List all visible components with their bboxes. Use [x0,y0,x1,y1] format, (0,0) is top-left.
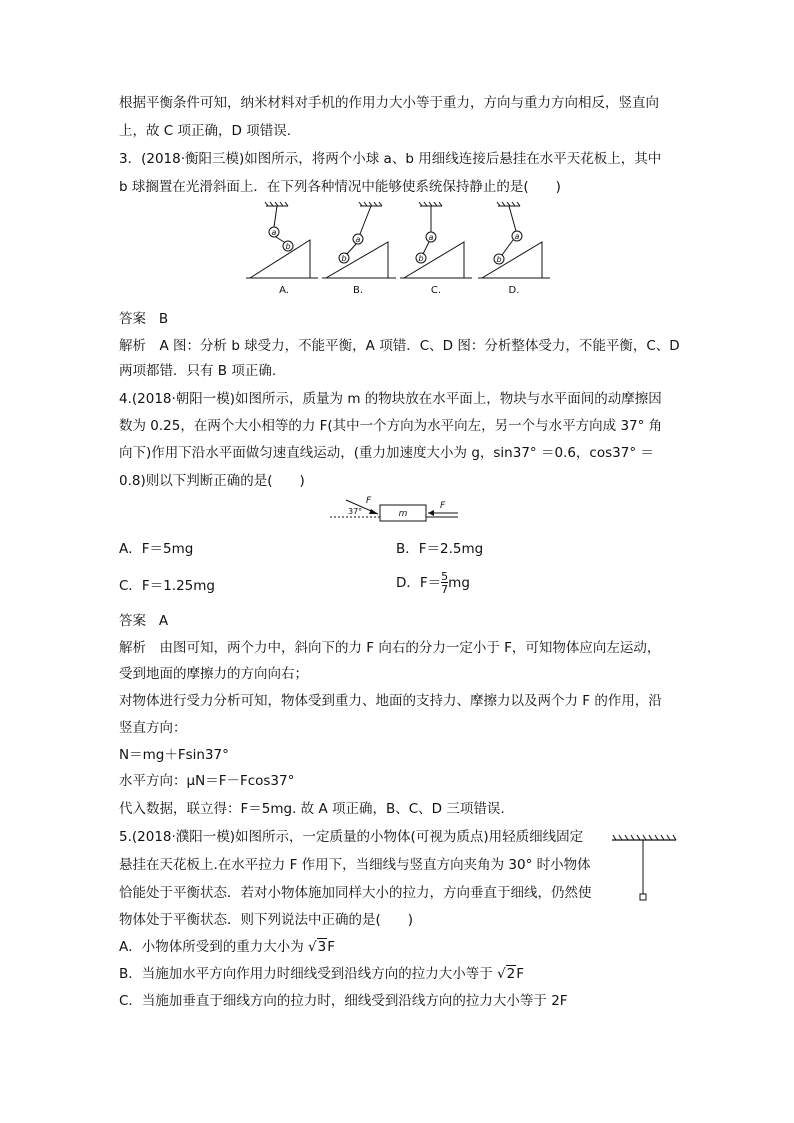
q5-stem-line-3: 恰能处于平衡状态．若对小物体施加同样大小的拉力，方向垂直于细线，仍然使 [119,885,592,901]
q4-option-d-prefix: D．F＝ [396,575,442,591]
answer-label: 答案 [119,311,146,327]
q4-stem-line-1: 4.(2018·朝阳一模)如图所示，质量为 m 的物块放在水平面上，物块与水平面间的动摩擦因 [119,391,662,407]
q4-option-a: A．F＝5mg [119,541,194,557]
q3-ball-a-label: a [271,228,277,237]
q4-option-d-numerator: 5 [441,570,449,583]
q3-stem-line-2: b 球搁置在光滑斜面上．在下列各种情况中能够使系统保持静止的是( ) [119,179,561,195]
q4-angle-label: 37° [348,507,363,516]
sqrt-symbol: √3 [308,939,327,955]
q4-option-b: B．F＝2.5mg [396,541,484,557]
q4-analysis-line-1: 解析 由图可知，两个力中，斜向下的力 F 向右的分力一定小于 F，可知物体应向左运动， [119,640,661,656]
q3-figure-c [400,202,472,278]
answer-label: 答案 [119,613,146,629]
q3-fig-label-c: C. [430,285,442,296]
q3-ball-a-label: a [514,232,520,241]
q4-analysis-line-7: 代入数据，联立得：F＝5mg. 故 A 项正确，B、C、D 三项错误. [119,801,505,817]
q4-option-d-suffix: mg [448,575,470,591]
q5-stem-line-4: 物体处于平衡状态．则下列说法中正确的是( ) [119,912,414,928]
q4-option-c: C．F＝1.25mg [119,578,215,594]
sqrt-symbol: √2 [497,966,516,982]
q3-ball-b-label: b [418,254,424,263]
q3-analysis-line-1: 解析 A 图：分析 b 球受力，不能平衡，A 项错．C、D 图：分析整体受力，不能平衡，C、D [119,338,680,354]
q4-stem-line-3: 向下)作用下沿水平面做匀速直线运动，(重力加速度大小为 g，sin37° ＝0.6，cos37° ＝ [119,445,654,461]
answer-value: B [158,311,169,327]
q3-figure-a [246,202,318,278]
q3-fig-label-b: B. [352,285,364,296]
q3-analysis-line-2: 两项都错．只有 B 项正确. [119,363,277,379]
q5-stem-line-2: 悬挂在天花板上.在水平拉力 F 作用下，当细线与竖直方向夹角为 30° 时小物体 [119,857,591,873]
q4-force-f-right: F [440,501,446,511]
q3-figure [240,200,560,296]
q5-option-b-suffix: F [516,966,525,982]
q5-figure [610,832,680,904]
q4-answer [119,612,168,630]
q4-analysis-line-5: N＝mg＋Fsin37° [119,747,229,763]
q3-ball-b-label: b [341,254,347,263]
q3-ball-b-label: b [285,242,291,251]
q3-ball-a-label: a [355,235,361,244]
q5-option-c: C．当施加垂直于细线方向的拉力时，细线受到沿线方向的拉力大小等于 2F [119,993,568,1009]
q4-analysis-line-6: 水平方向：μN＝F－Fcos37° [119,773,295,789]
intro-line-2: 上，故 C 项正确，D 项错误. [119,123,291,139]
q3-ball-b-label: b [496,255,502,264]
q3-fig-label-a: A. [279,285,289,296]
q5-option-b [119,965,524,983]
q3-stem-line-1: 3．(2018·衡阳三模)如图所示，将两个小球 a、b 用细线连接后悬挂在水平天花板上，其中 [119,151,662,167]
q4-force-f-left: F [366,496,372,506]
q5-option-a [119,938,335,956]
q5-option-a-radicand: 3 [317,939,327,955]
q4-option-d [396,571,470,595]
q3-ball-a-label: a [428,233,434,242]
q5-option-a-prefix: A．小物体所受到的重力大小为 [119,939,309,955]
q4-analysis-line-2: 受到地面的摩擦力的方向向右； [119,666,308,682]
q4-stem-line-2: 数为 0.25，在两个大小相等的力 F(其中一个方向为水平向左，另一个与水平方向成 37° 角 [119,418,663,434]
q5-stem-line-1: 5.(2018·濮阳一模)如图所示，一定质量的小物体(可视为质点)用轻质细线固定 [119,829,584,845]
q5-option-a-suffix: F [327,939,335,955]
q5-option-b-prefix: B．当施加水平方向作用力时细线受到沿线方向的拉力大小等于 [119,966,498,982]
q4-option-d-denominator: 7 [441,583,449,596]
q4-block-m: m [398,509,408,519]
intro-line-1: 根据平衡条件可知，纳米材料对手机的作用力大小等于重力，方向与重力方向相反，竖直向 [119,95,659,111]
q5-option-b-radicand: 2 [506,966,516,982]
answer-value: A [158,613,169,629]
q3-answer [119,310,168,328]
q4-analysis-line-3: 对物体进行受力分析可知，物体受到重力、地面的支持力、摩擦力以及两个力 F 的作用，沿 [119,693,662,709]
q3-fig-label-d: D. [508,285,520,296]
q4-analysis-line-4: 竖直方向： [119,720,187,736]
q4-figure [328,494,468,528]
q4-stem-line-4: 0.8)则以下判断正确的是( ) [119,473,305,489]
